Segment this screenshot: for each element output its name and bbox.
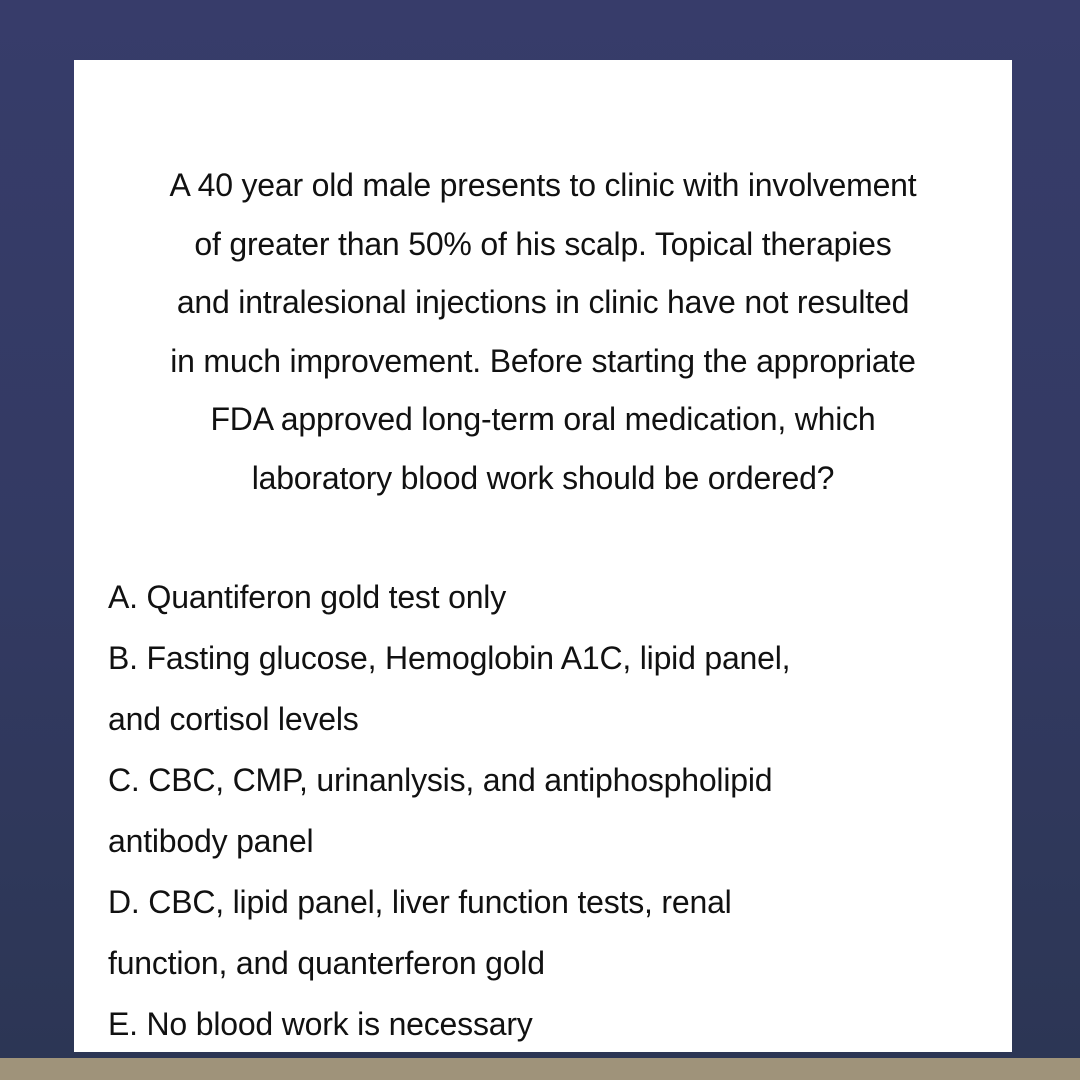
option-line: B. Fasting glucose, Hemoglobin A1C, lipid panel,	[108, 640, 791, 676]
option-line: E. No blood work is necessary	[108, 1006, 533, 1042]
answer-option-c	[108, 750, 988, 872]
answer-option-b	[108, 628, 988, 750]
option-line: and cortisol levels	[108, 701, 359, 737]
option-line: D. CBC, lipid panel, liver function tests, renal	[108, 884, 732, 920]
question-line: of greater than 50% of his scalp. Topical therapies	[194, 225, 892, 262]
question-text	[74, 156, 1012, 507]
question-line: laboratory blood work should be ordered?	[251, 459, 835, 496]
option-line: A. Quantiferon gold test only	[108, 579, 506, 615]
answer-option-d	[108, 872, 988, 994]
option-line: function, and quanterferon gold	[108, 945, 545, 981]
question-line: FDA approved long-term oral medication, which	[210, 401, 876, 437]
option-line: antibody panel	[108, 823, 314, 859]
question-line: in much improvement. Before starting the appropriate	[170, 342, 916, 379]
question-line: A 40 year old male presents to clinic with involvement	[169, 167, 917, 203]
question-card	[74, 60, 1012, 1052]
answer-option-a	[108, 567, 988, 628]
question-line: and intralesional injections in clinic have not resulted	[176, 284, 910, 320]
option-line: C. CBC, CMP, urinanlysis, and antiphospholipid	[108, 762, 773, 798]
bottom-accent-bar	[0, 1058, 1080, 1080]
answer-options	[108, 567, 988, 1055]
answer-option-e	[108, 994, 988, 1055]
